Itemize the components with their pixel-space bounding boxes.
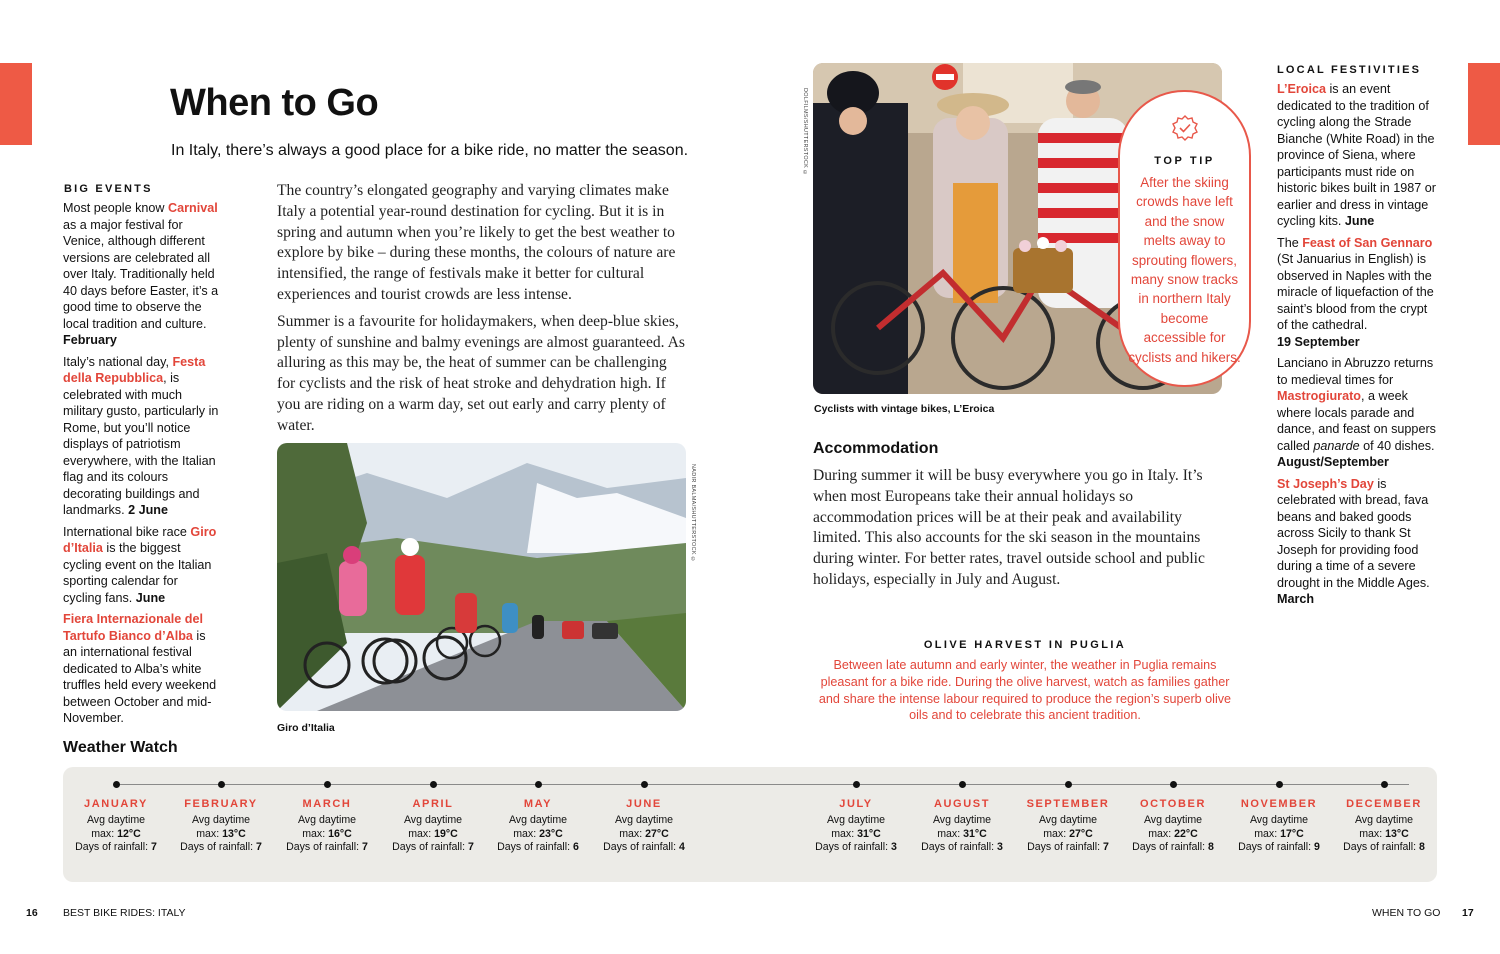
month-name: MAY <box>523 798 553 810</box>
month-name: JANUARY <box>84 798 148 810</box>
month-rain-line: Days of rainfall: 6 <box>497 841 579 854</box>
badge-check-icon <box>1171 114 1199 142</box>
month-temp-line: max: 12°C <box>91 827 141 840</box>
month-temp: 13°C <box>1385 827 1409 840</box>
olive-heading: OLIVE HARVEST IN PUGLIA <box>923 639 1127 651</box>
timeline-dot <box>853 781 860 788</box>
month-temp: 19°C <box>434 827 458 840</box>
month-name: FEBRUARY <box>184 798 258 810</box>
month-temp: 27°C <box>645 827 669 840</box>
body-paragraph-2: Summer is a favourite for holidaymakers, when deep-blue skies, plenty of sunshine and balmy evenings are almost guaranteed. As alluring as this may be, the heat of summer can be challenging for cyclists and the risk of heat stroke and dehydration high. If you are riding on a warm day, set out early and carry plenty of water. <box>277 312 685 434</box>
month-label-avg: Avg daytime <box>1354 814 1414 826</box>
big-events-list <box>63 200 219 732</box>
giro-illustration <box>277 443 686 711</box>
weather-month-october <box>1113 781 1233 855</box>
month-temp-line: max: 27°C <box>1043 827 1093 840</box>
accommodation-text: During summer it will be busy everywhere you go in Italy. It’s when most Europeans take their annual holidays so accommodation prices will be at their peak and availability limited. This also accounts for the ski season in the mountains during winter. For better rates, travel outside school and public holidays, especially in July and August. <box>813 467 1205 588</box>
month-label-avg: Avg daytime <box>191 814 251 826</box>
month-temp: 12°C <box>117 827 141 840</box>
timeline-dot <box>1065 781 1072 788</box>
month-name: APRIL <box>412 798 454 810</box>
month-name: JULY <box>839 798 873 810</box>
timeline-dot <box>113 781 120 788</box>
month-label-avg: Avg daytime <box>508 814 568 826</box>
month-rain: 8 <box>1208 841 1214 854</box>
month-rain: 6 <box>573 841 579 854</box>
month-temp-line: max: 31°C <box>831 827 881 840</box>
month-temp: 31°C <box>963 827 987 840</box>
weather-month-january <box>56 781 176 855</box>
festivity-san-gennaro: The Feast of San Gennaro (St Januarius in English) is observed in Naples with the miracle of liquefaction of the saint’s blood from the crypt of the cathedral. 19 September <box>1277 235 1434 349</box>
month-name: NOVEMBER <box>1240 798 1318 810</box>
month-temp-line: max: 22°C <box>1148 827 1198 840</box>
month-rain-line: Days of rainfall: 7 <box>180 841 262 854</box>
timeline-dot <box>1381 781 1388 788</box>
month-label-avg: Avg daytime <box>86 814 146 826</box>
eroica-photo-credit: DOLFILMS/SHUTTERSTOCK © <box>802 88 808 177</box>
main-body <box>277 181 685 443</box>
month-label-avg: Avg daytime <box>932 814 992 826</box>
weather-month-april <box>373 781 493 855</box>
month-temp: 22°C <box>1174 827 1198 840</box>
left-edge-tab <box>0 63 32 145</box>
body-paragraph-1: The country’s elongated geography and varying climates make Italy a potential year-round destination for cycling. But it is in spring and autumn when you’re likely to get the best weather to explore by bike – during these months, the colours of nature are intensified, the range of festivals make it better for cultural experiences and tourist crowds are less intense. <box>277 182 676 303</box>
weather-month-may <box>478 781 598 855</box>
month-temp: 13°C <box>222 827 246 840</box>
top-tip-heading: TOP TIP <box>1154 155 1215 167</box>
top-tip-box <box>1118 90 1251 387</box>
month-rain-line: Days of rainfall: 8 <box>1343 841 1425 854</box>
month-rain-line: Days of rainfall: 8 <box>1132 841 1214 854</box>
weather-month-december <box>1324 781 1444 855</box>
right-page-number: 17 <box>1462 907 1474 919</box>
timeline-dot <box>430 781 437 788</box>
timeline-dot <box>535 781 542 788</box>
month-temp-line: max: 16°C <box>302 827 352 840</box>
month-rain-line: Days of rainfall: 7 <box>392 841 474 854</box>
timeline-dot <box>1170 781 1177 788</box>
month-temp-line: max: 13°C <box>196 827 246 840</box>
month-rain-line: Days of rainfall: 3 <box>921 841 1003 854</box>
month-name: DECEMBER <box>1346 798 1422 810</box>
month-temp-line: max: 23°C <box>513 827 563 840</box>
month-rain-line: Days of rainfall: 7 <box>75 841 157 854</box>
weather-month-february <box>161 781 281 855</box>
month-rain: 8 <box>1419 841 1425 854</box>
eroica-photo-caption: Cyclists with vintage bikes, L’Eroica <box>814 403 995 415</box>
weather-month-july <box>796 781 916 855</box>
month-temp: 16°C <box>328 827 352 840</box>
event-giro: International bike race Giro d’Italia is the biggest cycling event on the Italian sporting calendar for cycling fans. June <box>63 524 217 605</box>
local-festivities-heading: LOCAL FESTIVITIES <box>1277 64 1422 76</box>
timeline-dot <box>218 781 225 788</box>
weather-month-march <box>267 781 387 855</box>
intro-text: In Italy, there’s always a good place for a bike ride, no matter the season. <box>171 142 689 159</box>
month-rain: 7 <box>256 841 262 854</box>
month-label-avg: Avg daytime <box>1038 814 1098 826</box>
month-rain-line: Days of rainfall: 4 <box>603 841 685 854</box>
local-festivities-list <box>1277 81 1439 613</box>
festivity-st-joseph: St Joseph’s Day is celebrated with bread, fava beans and baked goods across Sicily to thank St Joseph for providing food during a time of a severe drought in the Middle Ages. March <box>1277 476 1430 606</box>
month-rain-line: Days of rainfall: 3 <box>815 841 897 854</box>
month-rain: 7 <box>468 841 474 854</box>
month-rain: 3 <box>891 841 897 854</box>
month-temp-line: max: 17°C <box>1254 827 1304 840</box>
month-temp: 27°C <box>1069 827 1093 840</box>
month-rain-line: Days of rainfall: 7 <box>1027 841 1109 854</box>
month-temp: 31°C <box>857 827 881 840</box>
month-temp: 17°C <box>1280 827 1304 840</box>
festivity-eroica: L’Eroica is an event dedicated to the tradition of cycling along the Strade Bianche (White Road) in the province of Siena, where participants must ride on historic bikes built in 1987 or earlier and dress in vintage cycling kits. June <box>1277 82 1436 228</box>
olive-text: Between late autumn and early winter, the weather in Puglia remains pleasant for a bike ride. During the olive harvest, watch as families gather and share the intense labour required to produce the region’s superb olive oils and to celebrate this ancient tradition. <box>818 658 1232 723</box>
timeline-dot <box>324 781 331 788</box>
month-temp-line: max: 31°C <box>937 827 987 840</box>
month-temp: 23°C <box>539 827 563 840</box>
timeline-dot <box>641 781 648 788</box>
weather-month-november <box>1219 781 1339 855</box>
month-rain: 9 <box>1314 841 1320 854</box>
month-rain: 3 <box>997 841 1003 854</box>
month-temp-line: max: 27°C <box>619 827 669 840</box>
month-name: SEPTEMBER <box>1026 798 1110 810</box>
event-carnival: Most people know Carnival as a major festival for Venice, although different versions are celebrated all over Italy. Traditionally held 40 days before Easter, it’s a good time to observe the local tradition and culture. February <box>63 201 219 347</box>
weather-month-june <box>584 781 704 855</box>
month-name: AUGUST <box>933 798 991 810</box>
left-running-head: BEST BIKE RIDES: ITALY <box>63 907 186 919</box>
page-title: When to Go <box>170 82 379 124</box>
right-running-head: WHEN TO GO <box>1372 907 1441 919</box>
month-name: MARCH <box>302 798 352 810</box>
giro-photo-caption: Giro d’Italia <box>277 722 335 734</box>
month-temp-line: max: 19°C <box>408 827 458 840</box>
month-rain: 7 <box>1103 841 1109 854</box>
month-name: JUNE <box>626 798 662 810</box>
event-festa-repubblica: Italy’s national day, Festa della Repubblica, is celebrated with much military gusto, particularly in Rome, but you’ll notice displays of patriotism everywhere, with the Italian flag and its colours decorating buildings and landmarks. 2 June <box>63 354 219 517</box>
left-page-number: 16 <box>26 907 38 919</box>
month-label-avg: Avg daytime <box>1143 814 1203 826</box>
weather-watch-title: Weather Watch <box>63 739 178 756</box>
event-fiera-tartufo: Fiera Internazionale del Tartufo Bianco d’Alba is an international festival dedicated to Alba’s white truffles held every weekend between October and mid-November. <box>63 612 217 725</box>
month-label-avg: Avg daytime <box>1249 814 1309 826</box>
month-label-avg: Avg daytime <box>403 814 463 826</box>
accommodation-heading: Accommodation <box>813 440 939 457</box>
giro-photo <box>277 443 686 711</box>
month-rain-line: Days of rainfall: 7 <box>286 841 368 854</box>
month-rain-line: Days of rainfall: 9 <box>1238 841 1320 854</box>
festivity-mastrogiurato: Lanciano in Abruzzo returns to medieval times for Mastrogiurato, a week where locals parade and dance, and feast on suppers called panarde of 40 dishes. August/September <box>1277 356 1436 469</box>
month-label-avg: Avg daytime <box>826 814 886 826</box>
weather-month-september <box>1008 781 1128 855</box>
month-temp-line: max: 13°C <box>1359 827 1409 840</box>
big-events-heading: BIG EVENTS <box>64 183 153 195</box>
month-label-avg: Avg daytime <box>297 814 357 826</box>
top-tip-text: After the skiing crowds have left and the snow melts away to sprouting flowers, many snow tracks in northern Italy become accessible for cyclists and hikers. <box>1128 175 1241 365</box>
month-rain: 4 <box>679 841 685 854</box>
month-label-avg: Avg daytime <box>614 814 674 826</box>
month-rain: 7 <box>362 841 368 854</box>
weather-watch-panel <box>63 767 1437 882</box>
month-rain: 7 <box>151 841 157 854</box>
month-name: OCTOBER <box>1139 798 1206 810</box>
giro-photo-credit: NADIR BALMA/SHUTTERSTOCK © <box>690 464 696 563</box>
weather-month-august <box>902 781 1022 855</box>
timeline-dot <box>959 781 966 788</box>
right-edge-tab <box>1468 63 1500 145</box>
timeline-dot <box>1276 781 1283 788</box>
